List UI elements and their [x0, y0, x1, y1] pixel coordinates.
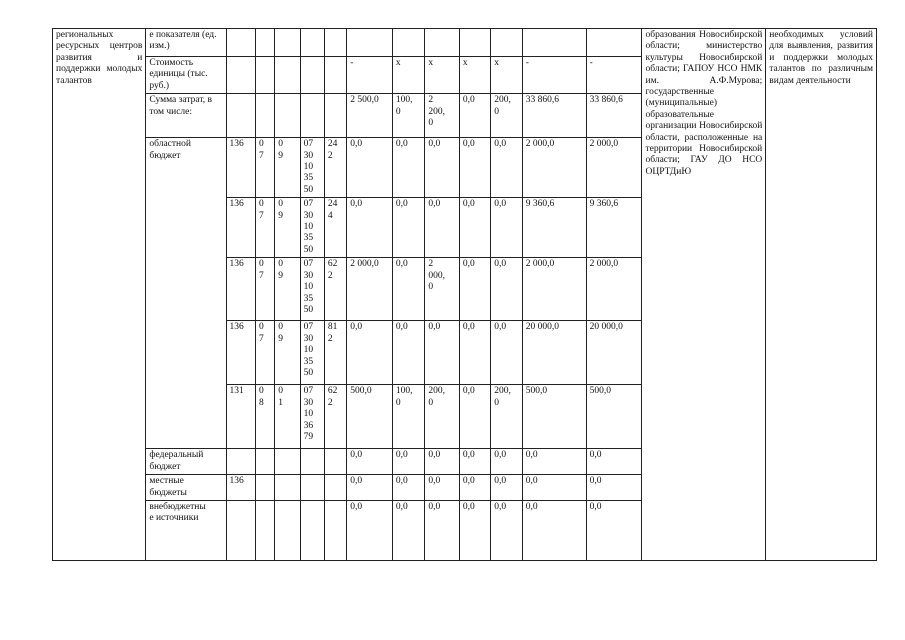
value-cell: 24 4: [324, 198, 346, 258]
value-cell: 0,0: [459, 258, 490, 321]
value-cell: 0,0: [522, 449, 586, 475]
source-label-cell: федеральный бюджет: [146, 449, 226, 475]
value-cell: 0,0: [347, 449, 393, 475]
source-label-cell: Сумма затрат, в том числе:: [146, 94, 226, 138]
value-cell: 0,0: [586, 500, 642, 560]
value-cell: [324, 449, 346, 475]
value-cell: [459, 29, 490, 57]
value-cell: 0 7: [255, 321, 274, 385]
value-cell: 200, 0: [491, 94, 522, 138]
value-cell: 131: [226, 385, 255, 449]
source-label-cell: внебюджетны е источники: [146, 500, 226, 560]
value-cell: 0,0: [491, 321, 522, 385]
value-cell: 136: [226, 258, 255, 321]
source-label-cell: местные бюджеты: [146, 475, 226, 501]
value-cell: 20 000,0: [522, 321, 586, 385]
value-cell: [300, 94, 324, 138]
value-cell: 0,0: [522, 475, 586, 501]
value-cell: [300, 500, 324, 560]
value-cell: 33 860,6: [522, 94, 586, 138]
value-cell: 0,0: [347, 500, 393, 560]
value-cell: x: [459, 57, 490, 94]
value-cell: 0,0: [392, 449, 424, 475]
value-cell: [255, 475, 274, 501]
value-cell: 200, 0: [491, 385, 522, 449]
value-cell: [275, 500, 300, 560]
value-cell: [275, 94, 300, 138]
value-cell: 0,0: [491, 475, 522, 501]
value-cell: 0 8: [255, 385, 274, 449]
value-cell: 07 30 10 35 50: [300, 258, 324, 321]
value-cell: [324, 475, 346, 501]
value-cell: 20 000,0: [586, 321, 642, 385]
source-label-cell: областной бюджет: [146, 138, 226, 449]
value-cell: 0,0: [347, 475, 393, 501]
value-cell: [255, 94, 274, 138]
value-cell: 0 9: [275, 138, 300, 198]
value-cell: 0,0: [459, 321, 490, 385]
value-cell: 0,0: [425, 321, 460, 385]
value-cell: 0,0: [392, 198, 424, 258]
value-cell: 0,0: [347, 138, 393, 198]
value-cell: [522, 29, 586, 57]
value-cell: 0 7: [255, 258, 274, 321]
value-cell: 0,0: [459, 385, 490, 449]
value-cell: 2 000,0: [522, 258, 586, 321]
value-cell: 500,0: [347, 385, 393, 449]
value-cell: 136: [226, 198, 255, 258]
value-cell: 0,0: [459, 500, 490, 560]
value-cell: 2 200, 0: [425, 94, 460, 138]
value-cell: [255, 500, 274, 560]
value-cell: 2 000,0: [586, 258, 642, 321]
budget-table: [52, 28, 877, 561]
value-cell: 9 360,6: [586, 198, 642, 258]
value-cell: 2 000,0: [347, 258, 393, 321]
value-cell: 0,0: [459, 94, 490, 138]
value-cell: [226, 94, 255, 138]
value-cell: 0,0: [459, 449, 490, 475]
value-cell: 0 7: [255, 198, 274, 258]
value-cell: [392, 29, 424, 57]
value-cell: 100, 0: [392, 385, 424, 449]
table-row: [53, 29, 877, 57]
value-cell: 0,0: [459, 138, 490, 198]
value-cell: 0 7: [255, 138, 274, 198]
value-cell: 0,0: [491, 198, 522, 258]
value-cell: 0,0: [347, 198, 393, 258]
value-cell: [300, 57, 324, 94]
value-cell: 500,0: [586, 385, 642, 449]
value-cell: 07 30 10 35 50: [300, 198, 324, 258]
value-cell: [300, 475, 324, 501]
value-cell: -: [586, 57, 642, 94]
value-cell: 0 9: [275, 258, 300, 321]
value-cell: 0 9: [275, 198, 300, 258]
value-cell: 07 30 10 35 50: [300, 138, 324, 198]
value-cell: [324, 94, 346, 138]
value-cell: [425, 29, 460, 57]
value-cell: 0,0: [491, 138, 522, 198]
value-cell: 24 2: [324, 138, 346, 198]
value-cell: 81 2: [324, 321, 346, 385]
value-cell: -: [522, 57, 586, 94]
value-cell: 0,0: [425, 449, 460, 475]
value-cell: x: [491, 57, 522, 94]
value-cell: 0,0: [392, 475, 424, 501]
value-cell: 136: [226, 475, 255, 501]
value-cell: [255, 57, 274, 94]
value-cell: 0,0: [392, 321, 424, 385]
value-cell: [226, 500, 255, 560]
value-cell: [324, 500, 346, 560]
activity-name-cell: региональных ресурсных центров развития и поддержки молодых талантов: [53, 29, 146, 561]
value-cell: [275, 29, 300, 57]
value-cell: 2 000, 0: [425, 258, 460, 321]
value-cell: [226, 57, 255, 94]
value-cell: 0,0: [459, 475, 490, 501]
value-cell: 07 30 10 36 79: [300, 385, 324, 449]
value-cell: 0,0: [392, 138, 424, 198]
value-cell: 0,0: [586, 449, 642, 475]
value-cell: 9 360,6: [522, 198, 586, 258]
value-cell: [347, 29, 393, 57]
value-cell: 0,0: [459, 198, 490, 258]
value-cell: 33 860,6: [586, 94, 642, 138]
value-cell: [275, 449, 300, 475]
value-cell: 0,0: [491, 449, 522, 475]
value-cell: [491, 29, 522, 57]
value-cell: [324, 57, 346, 94]
source-label-cell: Стоимость единицы (тыс. руб.): [146, 57, 226, 94]
value-cell: 100, 0: [392, 94, 424, 138]
value-cell: [226, 29, 255, 57]
value-cell: 2 000,0: [522, 138, 586, 198]
value-cell: 0,0: [347, 321, 393, 385]
value-cell: 0,0: [522, 500, 586, 560]
value-cell: 0 9: [275, 321, 300, 385]
value-cell: 136: [226, 138, 255, 198]
value-cell: 0,0: [586, 475, 642, 501]
value-cell: 0,0: [425, 500, 460, 560]
value-cell: 0,0: [392, 500, 424, 560]
value-cell: 0,0: [392, 258, 424, 321]
value-cell: [275, 57, 300, 94]
value-cell: [255, 449, 274, 475]
value-cell: 136: [226, 321, 255, 385]
executors-cell: образования Новосибирской области; министерство культуры Новосибирской области; ГАПОУ НСО НМК им. А.Ф.Мурова; государственные (муниципальные) образовательные организации Новосибирской области, расположенные на территории Новосибирской области; ГАУ ДО НСО ОЦРТДиЮ: [642, 29, 766, 561]
expected-result-cell: необходимых условий для выявления, развития и поддержки молодых талантов по различным видам деятельности: [766, 29, 877, 561]
value-cell: [300, 449, 324, 475]
value-cell: x: [392, 57, 424, 94]
value-cell: 0,0: [425, 475, 460, 501]
value-cell: 0,0: [425, 138, 460, 198]
value-cell: [255, 29, 274, 57]
value-cell: 0,0: [425, 198, 460, 258]
value-cell: 500,0: [522, 385, 586, 449]
source-label-cell: е показателя (ед. изм.): [146, 29, 226, 57]
value-cell: 200, 0: [425, 385, 460, 449]
value-cell: 0 1: [275, 385, 300, 449]
value-cell: [300, 29, 324, 57]
value-cell: 62 2: [324, 385, 346, 449]
value-cell: [275, 475, 300, 501]
value-cell: -: [347, 57, 393, 94]
value-cell: 0,0: [491, 258, 522, 321]
value-cell: x: [425, 57, 460, 94]
value-cell: 0,0: [491, 500, 522, 560]
value-cell: [586, 29, 642, 57]
value-cell: 2 000,0: [586, 138, 642, 198]
value-cell: [324, 29, 346, 57]
value-cell: 07 30 10 35 50: [300, 321, 324, 385]
value-cell: 2 500,0: [347, 94, 393, 138]
value-cell: [226, 449, 255, 475]
value-cell: 62 2: [324, 258, 346, 321]
